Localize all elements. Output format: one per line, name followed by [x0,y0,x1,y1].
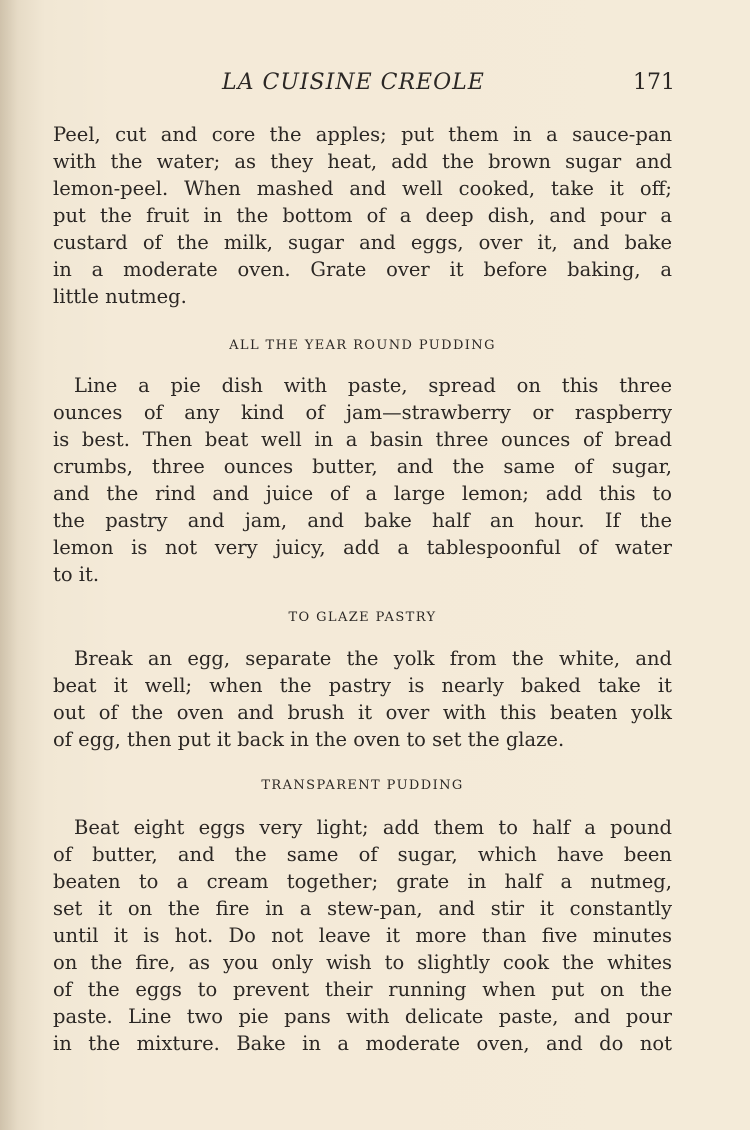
section-heading: TRANSPARENT PUDDING [261,778,464,793]
text-line: lemon-peel. When mashed and well cooked, take it off; [53,177,672,200]
running-head: LA CUISINE CREOLE [222,70,485,95]
text-line: beat it well; when the pastry is nearly baked take it [53,674,672,697]
section-heading: ALL THE YEAR ROUND PUDDING [229,338,496,353]
text-line: until it is hot. Do not leave it more than five minutes [53,924,672,947]
text-line: the pastry and jam, and bake half an hour. If the [53,509,672,532]
text-line: out of the oven and brush it over with this beaten yolk [53,701,672,724]
text-line: of butter, and the same of sugar, which have been [53,843,672,866]
text-line: lemon is not very juicy, add a tablespoonful of water [53,536,672,559]
text-line: custard of the milk, sugar and eggs, over it, and bake [53,231,672,254]
paragraph [53,372,672,588]
page-number: 171 [633,70,675,95]
text-line: with the water; as they heat, add the brown sugar and [53,150,672,173]
text-line: put the fruit in the bottom of a deep dish, and pour a [53,204,672,227]
text-line: beaten to a cream together; grate in half a nutmeg, [53,870,672,893]
text-line: crumbs, three ounces butter, and the same of sugar, [53,455,672,478]
text-line: on the fire, as you only wish to slightly cook the whites [53,951,672,974]
text-line: little nutmeg. [53,285,187,308]
paragraph [53,121,672,310]
text-line: of egg, then put it back in the oven to set the glaze. [53,728,565,751]
text-line: Beat eight eggs very light; add them to half a pound [74,816,672,839]
section-heading: TO GLAZE PASTRY [288,610,437,625]
text-line: paste. Line two pie pans with delicate paste, and pour [53,1005,672,1028]
text-line: ounces of any kind of jam—strawberry or raspberry [53,401,672,424]
text-line: is best. Then beat well in a basin three ounces of bread [53,428,672,451]
text-line: Break an egg, separate the yolk from the white, and [74,647,672,670]
text-line: and the rind and juice of a large lemon; add this to [53,482,672,505]
text-line: Peel, cut and core the apples; put them in a sauce-pan [53,123,672,146]
paragraph [53,814,672,1057]
text-line: to it. [53,563,100,586]
text-line: of the eggs to prevent their running when put on the [53,978,672,1001]
text-line: set it on the fire in a stew-pan, and stir it constantly [53,897,672,920]
text-line: Line a pie dish with paste, spread on this three [74,374,672,397]
paragraph [53,645,672,753]
text-line: in the mixture. Bake in a moderate oven, and do not [53,1032,672,1055]
text-line: in a moderate oven. Grate over it before baking, a [53,258,672,281]
